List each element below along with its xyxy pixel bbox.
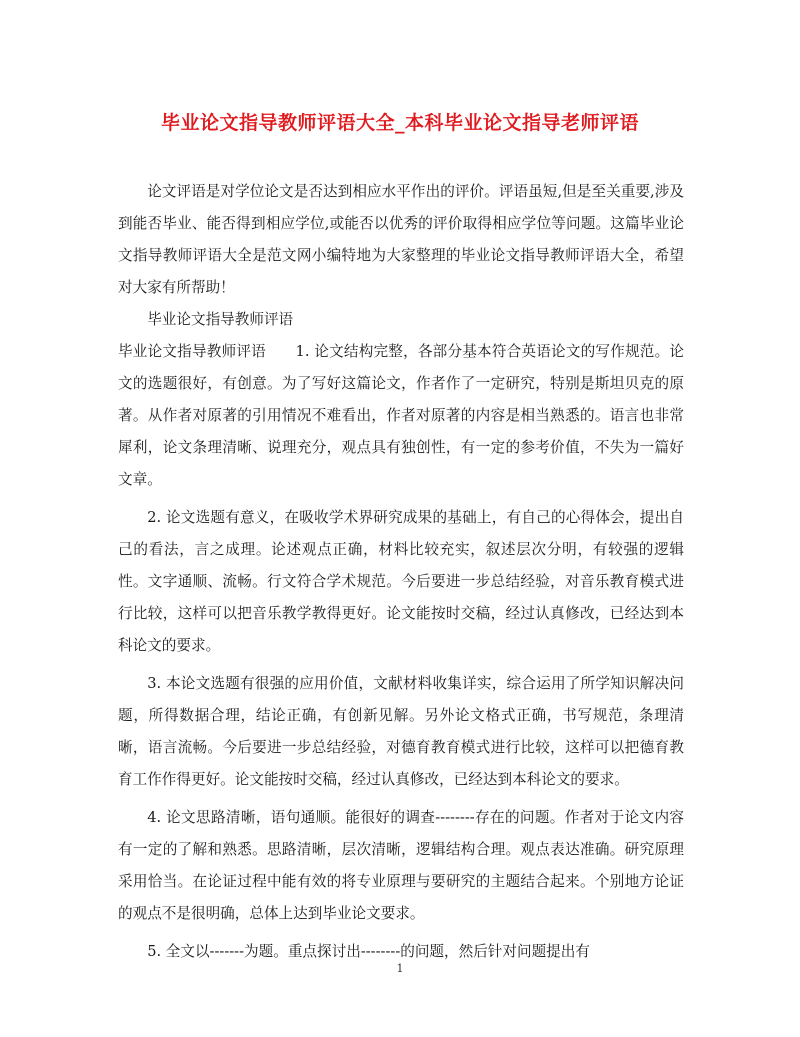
- document-title: 毕业论文指导教师评语大全_本科毕业论文指导老师评语: [160, 112, 639, 134]
- intro-paragraph: 论文评语是对学位论文是否达到相应水平作出的评价。评语虽短,但是至关重要,涉及到能否毕业、能否得到相应学位,或能否以优秀的评价取得相应学位等问题。这篇毕业论文指导教师评语大全是范文网小编特地为大家整理的毕业论文指导教师评语大全，希望对大家有所帮助！: [118, 183, 684, 296]
- page-number: 1: [396, 962, 404, 975]
- comment-paragraph-2: 2. 论文选题有意义，在吸收学术界研究成果的基础上，有自己的心得体会，提出自己的看法，言之成理。论述观点正确，材料比较充实，叙述层次分明，有较强的逻辑性。文字通顺、流畅。行文符合学术规范。今后要进一步总结经验，对音乐教育模式进行比较，这样可以把音乐教学教得更好。论文能按时交稿，经过认真修改，已经达到本科论文的要求。: [118, 509, 684, 654]
- comment-paragraph-3: 3. 本论文选题有很强的应用价值，文献材料收集详实，综合运用了所学知识解决问题，所得数据合理，结论正确，有创新见解。另外论文格式正确，书写规范，条理清晰，语言流畅。今后要进一步总结经验，对德育教育模式进行比较，这样可以把德育教育工作作得更好。论文能按时交稿，经过认真修改，已经达到本科论文的要求。: [118, 675, 684, 788]
- comment-paragraph-1: 毕业论文指导教师评语 1. 论文结构完整，各部分基本符合英语论文的写作规范。论文的选题很好，有创意。为了写好这篇论文，作者作了一定研究，特别是斯坦贝克的原著。从作者对原著的引用情况不难看出，作者对原著的内容是相当熟悉的。语言也非常犀利，论文条理清晰、说理充分，观点具有独创性，有一定的参考价值，不失为一篇好文章。: [118, 343, 684, 488]
- document-body: [118, 176, 684, 968]
- section-heading: 毕业论文指导教师评语: [147, 311, 294, 328]
- comment-paragraph-5: 5. 全文以-------为题。重点探讨出--------的问题，然后针对问题提出有: [147, 943, 590, 960]
- comment-paragraph-4: 4. 论文思路清晰，语句通顺。能很好的调查--------存在的问题。作者对于论文内容有一定的了解和熟悉。思路清晰，层次清晰，逻辑结构合理。观点表达准确。研究原理采用恰当。在论证过程中能有效的将专业原理与要研究的主题结合起来。个别地方论证的观点不是很明确，总体上达到毕业论文要求。: [118, 809, 684, 922]
